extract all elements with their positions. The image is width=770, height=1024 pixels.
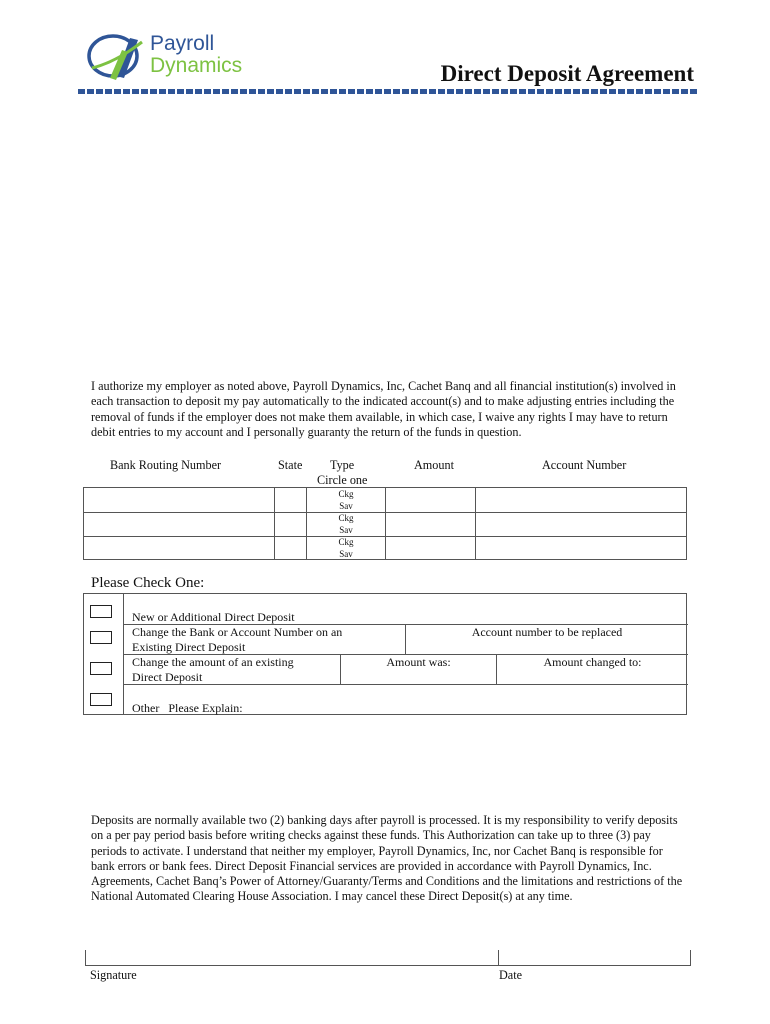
account-replaced-label: Account number to be replaced xyxy=(471,625,623,639)
bank-row-3 xyxy=(84,536,686,560)
type-sav: Sav xyxy=(339,525,353,535)
logo-text-payroll: Payroll xyxy=(150,32,215,55)
option-change-amount-line1: Change the amount of an existing xyxy=(132,655,294,669)
amount-field[interactable] xyxy=(386,489,474,511)
header-amount: Amount xyxy=(414,458,454,472)
logo-text-dynamics: Dynamics xyxy=(150,54,243,77)
signature-field[interactable] xyxy=(86,950,497,965)
date-field[interactable] xyxy=(499,950,689,965)
deposits-paragraph: Deposits are normally available two (2) banking days after payroll is processed. It is my responsibility to verify deposits on a per pay period basis before writing checks against these funds. This Authorization can take up to three (3) pay periods to activate. I understand that neither my employer, Payroll Dynamics, Inc, nor Cachet Banq is responsible for bank errors or bank fees. Direct Deposit Financial services are provided in accordance with Payroll Dynamics, Inc. Agreements, Cachet Banq’s Power of Attorney/Guaranty/Terms and Conditions and the limitations and restrictions of the National Automated Clearing House Association. I may cancel these Direct Deposit(s) at any time. xyxy=(91,813,683,904)
document-title: Direct Deposit Agreement xyxy=(440,61,694,86)
account-type-cell[interactable] xyxy=(307,536,385,560)
checkbox-other[interactable] xyxy=(90,693,112,706)
option-change-account-line2: Existing Direct Deposit xyxy=(132,639,246,654)
state-field[interactable] xyxy=(275,537,305,559)
routing-number-field[interactable] xyxy=(85,537,273,559)
option-change-amount-line2: Direct Deposit xyxy=(132,669,203,684)
check-options-box xyxy=(83,593,687,715)
header-bank-routing: Bank Routing Number xyxy=(110,458,222,472)
header-account-number: Account Number xyxy=(542,458,627,472)
header-type-circle-one: Circle one xyxy=(317,473,368,487)
date-label: Date xyxy=(499,968,523,982)
option-change-account-line1: Change the Bank or Account Number on an xyxy=(132,625,343,639)
account-number-field[interactable] xyxy=(476,537,686,559)
header-type: Type xyxy=(330,458,355,472)
option-new-deposit: New or Additional Direct Deposit xyxy=(132,610,295,624)
amount-changed-label: Amount changed to: xyxy=(543,655,642,669)
logo-mark-icon xyxy=(86,32,148,82)
bank-account-table xyxy=(83,487,687,560)
title-divider xyxy=(78,89,698,94)
signature-label: Signature xyxy=(90,968,137,982)
routing-number-field[interactable] xyxy=(85,489,273,511)
account-type-cell[interactable] xyxy=(307,512,385,536)
please-check-one-heading: Please Check One: xyxy=(91,575,205,591)
type-sav: Sav xyxy=(339,501,353,511)
type-ckg: Ckg xyxy=(338,513,354,523)
header-state: State xyxy=(278,458,303,472)
bank-row-2 xyxy=(84,512,686,536)
checkbox-change-amount[interactable] xyxy=(90,662,112,675)
routing-number-field[interactable] xyxy=(85,513,273,535)
checkbox-new-deposit[interactable] xyxy=(90,605,112,618)
amount-field[interactable] xyxy=(386,537,474,559)
type-ckg: Ckg xyxy=(338,489,354,499)
option-other-explain: Other Please Explain: xyxy=(132,701,243,715)
account-number-field[interactable] xyxy=(476,489,686,511)
account-number-field[interactable] xyxy=(476,513,686,535)
option-change-amount xyxy=(132,655,294,684)
company-logo xyxy=(86,32,266,82)
signature-area xyxy=(85,950,691,966)
type-sav: Sav xyxy=(339,549,353,559)
amount-was-label: Amount was: xyxy=(386,655,451,669)
state-field[interactable] xyxy=(275,513,305,535)
checkbox-change-account[interactable] xyxy=(90,631,112,644)
amount-field[interactable] xyxy=(386,513,474,535)
account-type-cell[interactable] xyxy=(307,488,385,512)
type-ckg: Ckg xyxy=(338,537,354,547)
state-field[interactable] xyxy=(275,489,305,511)
authorization-paragraph: I authorize my employer as noted above, Payroll Dynamics, Inc, Cachet Banq and all financial institution(s) involved in each transaction to deposit my pay automatically to the indicated account(s) and to make adjusting entries including the removal of funds if the employer does not make them available, in which case, I waive any rights I may have to return debit entries to my account and I personally guaranty the return of the funds in question. xyxy=(91,379,676,439)
option-change-account xyxy=(132,625,342,654)
bank-row-1 xyxy=(84,488,686,512)
